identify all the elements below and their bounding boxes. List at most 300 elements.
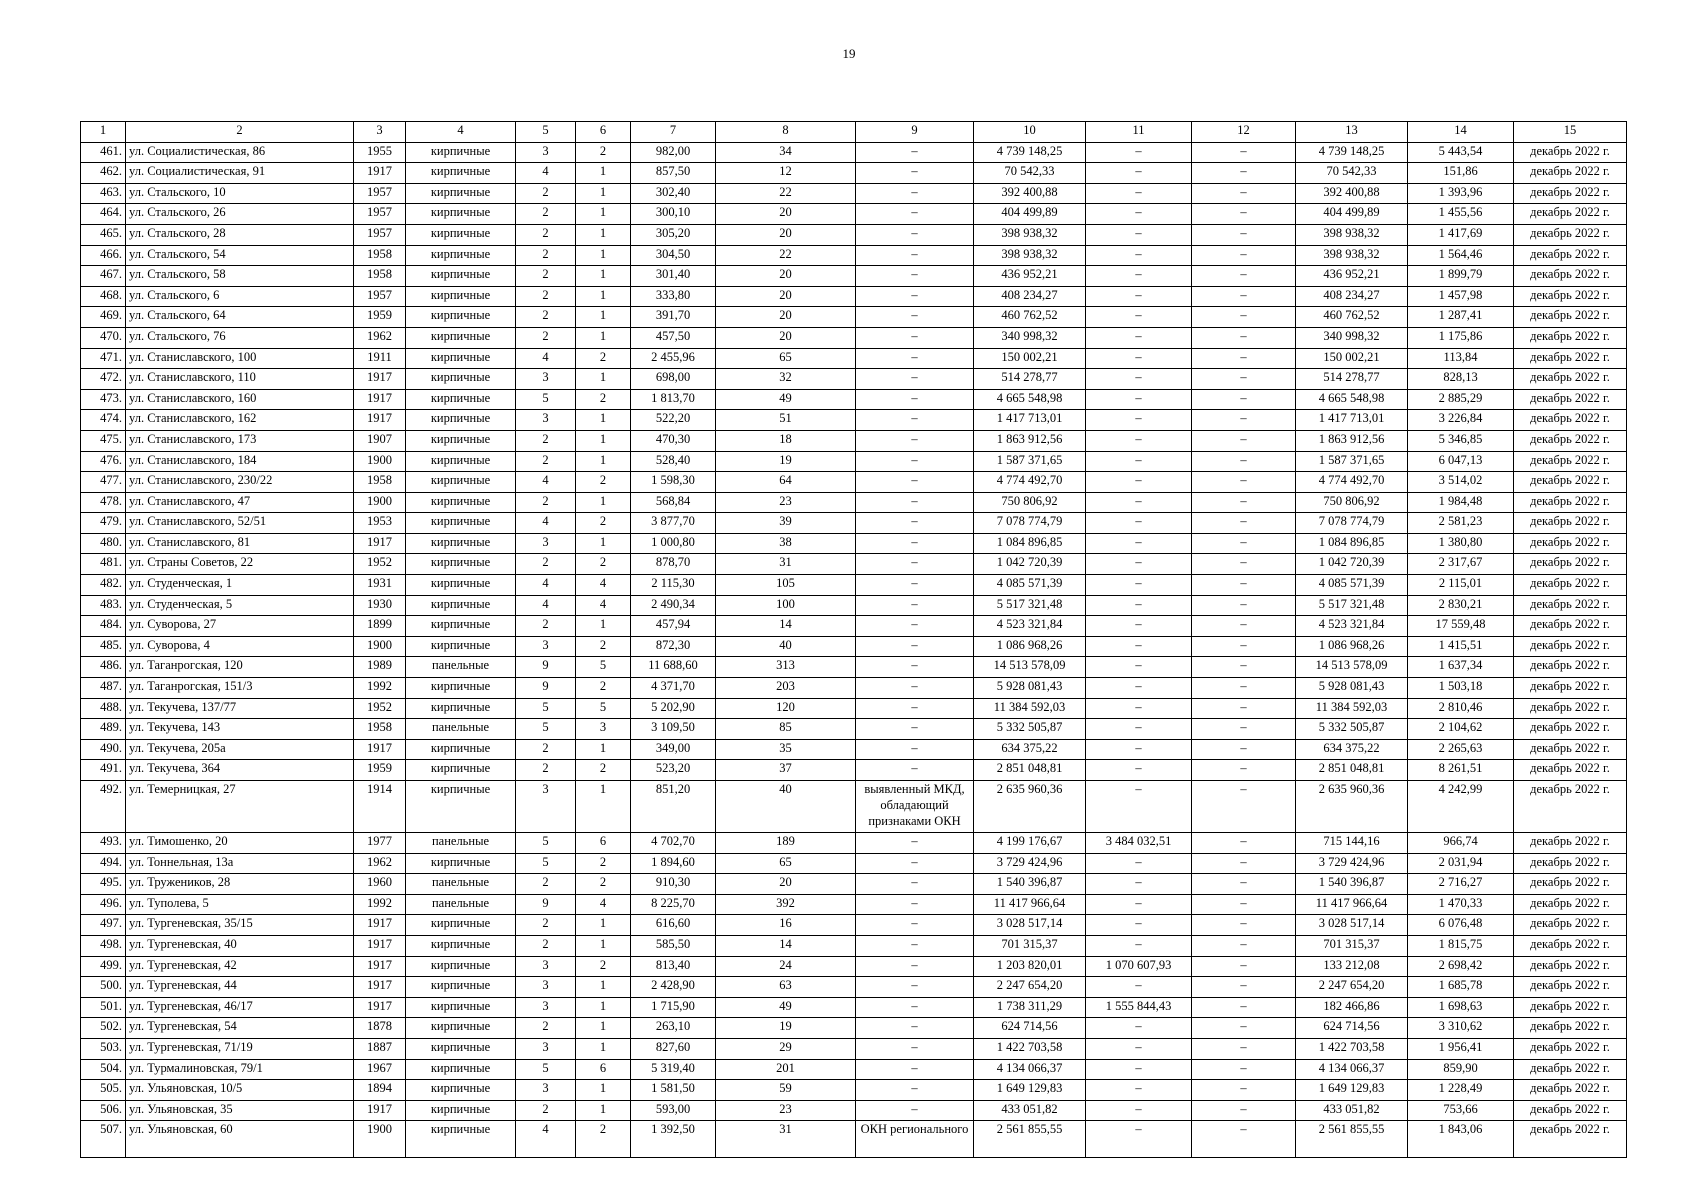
cell-col-5: 2 (516, 224, 576, 245)
cell-col-4: кирпичные (406, 369, 516, 390)
cell-col-3: 1989 (354, 657, 406, 678)
cell-col-13: 750 806,92 (1296, 492, 1408, 513)
cell-col-11: – (1086, 224, 1192, 245)
table-row (81, 1038, 1627, 1059)
cell-col-1: 505. (81, 1080, 126, 1101)
cell-col-2: ул. Стальского, 28 (126, 224, 354, 245)
cell-col-3: 1911 (354, 348, 406, 369)
cell-col-10: 4 774 492,70 (974, 472, 1086, 493)
cell-col-3: 1959 (354, 307, 406, 328)
cell-col-8: 12 (716, 163, 856, 184)
table-row (81, 286, 1627, 307)
cell-col-6: 2 (576, 389, 631, 410)
cell-col-15: декабрь 2022 г. (1514, 348, 1627, 369)
cell-col-10: 398 938,32 (974, 245, 1086, 266)
cell-col-3: 1907 (354, 430, 406, 451)
table-row (81, 977, 1627, 998)
cell-col-4: кирпичные (406, 327, 516, 348)
cell-col-11: – (1086, 348, 1192, 369)
cell-col-8: 19 (716, 451, 856, 472)
cell-col-10: 1 587 371,65 (974, 451, 1086, 472)
cell-col-14: 2 031,94 (1408, 853, 1514, 874)
cell-col-3: 1952 (354, 554, 406, 575)
cell-col-6: 1 (576, 410, 631, 431)
cell-col-10: 1 863 912,56 (974, 430, 1086, 451)
cell-col-13: 1 084 896,85 (1296, 533, 1408, 554)
cell-col-15: декабрь 2022 г. (1514, 472, 1627, 493)
cell-col-2: ул. Социалистическая, 91 (126, 163, 354, 184)
cell-col-11: – (1086, 719, 1192, 740)
cell-col-15: декабрь 2022 г. (1514, 1018, 1627, 1039)
table-row (81, 760, 1627, 781)
cell-col-3: 1878 (354, 1018, 406, 1039)
cell-col-5: 2 (516, 874, 576, 895)
cell-col-15: декабрь 2022 г. (1514, 451, 1627, 472)
cell-col-3: 1959 (354, 760, 406, 781)
column-header-4: 4 (406, 122, 516, 143)
cell-col-8: 20 (716, 327, 856, 348)
cell-col-10: 408 234,27 (974, 286, 1086, 307)
cell-col-6: 1 (576, 224, 631, 245)
cell-col-4: кирпичные (406, 472, 516, 493)
cell-col-1: 483. (81, 595, 126, 616)
table-row (81, 1100, 1627, 1121)
cell-col-1: 480. (81, 533, 126, 554)
cell-col-12: – (1192, 389, 1296, 410)
cell-col-2: ул. Текучева, 364 (126, 760, 354, 781)
cell-col-14: 2 265,63 (1408, 739, 1514, 760)
cell-col-13: 3 028 517,14 (1296, 915, 1408, 936)
cell-col-7: 263,10 (631, 1018, 716, 1039)
cell-col-13: 398 938,32 (1296, 224, 1408, 245)
cell-col-7: 1 715,90 (631, 997, 716, 1018)
cell-col-13: 1 649 129,83 (1296, 1080, 1408, 1101)
cell-col-2: ул. Стальского, 58 (126, 266, 354, 287)
cell-col-7: 616,60 (631, 915, 716, 936)
page-number: 19 (842, 46, 856, 61)
column-header-11: 11 (1086, 122, 1192, 143)
cell-col-8: 39 (716, 513, 856, 534)
housing-register-table (80, 121, 1627, 1158)
cell-col-14: 4 242,99 (1408, 781, 1514, 833)
cell-col-8: 29 (716, 1038, 856, 1059)
cell-col-1: 465. (81, 224, 126, 245)
cell-col-15: декабрь 2022 г. (1514, 616, 1627, 637)
cell-col-14: 1 815,75 (1408, 935, 1514, 956)
cell-col-11: – (1086, 307, 1192, 328)
cell-col-7: 523,20 (631, 760, 716, 781)
cell-col-13: 1 863 912,56 (1296, 430, 1408, 451)
cell-col-1: 504. (81, 1059, 126, 1080)
cell-col-11: – (1086, 204, 1192, 225)
cell-col-7: 1 894,60 (631, 853, 716, 874)
cell-col-8: 120 (716, 698, 856, 719)
cell-col-9: – (856, 739, 974, 760)
table-row (81, 935, 1627, 956)
cell-col-8: 19 (716, 1018, 856, 1039)
cell-col-8: 20 (716, 204, 856, 225)
cell-col-12: – (1192, 369, 1296, 390)
table-row (81, 678, 1627, 699)
cell-col-7: 528,40 (631, 451, 716, 472)
cell-col-10: 1 649 129,83 (974, 1080, 1086, 1101)
cell-col-3: 1957 (354, 224, 406, 245)
cell-col-2: ул. Станиславского, 173 (126, 430, 354, 451)
cell-col-3: 1930 (354, 595, 406, 616)
cell-col-6: 2 (576, 348, 631, 369)
cell-col-5: 2 (516, 327, 576, 348)
cell-col-15: декабрь 2022 г. (1514, 245, 1627, 266)
cell-col-2: ул. Ульяновская, 10/5 (126, 1080, 354, 1101)
cell-col-3: 1917 (354, 1100, 406, 1121)
cell-col-2: ул. Стальского, 26 (126, 204, 354, 225)
cell-col-4: кирпичные (406, 595, 516, 616)
cell-col-9: – (856, 935, 974, 956)
cell-col-2: ул. Стальского, 10 (126, 183, 354, 204)
cell-col-6: 1 (576, 307, 631, 328)
cell-col-9: – (856, 245, 974, 266)
cell-col-13: 433 051,82 (1296, 1100, 1408, 1121)
cell-col-8: 23 (716, 1100, 856, 1121)
cell-col-1: 501. (81, 997, 126, 1018)
table-row (81, 636, 1627, 657)
cell-col-5: 2 (516, 739, 576, 760)
cell-col-6: 2 (576, 554, 631, 575)
cell-col-11: – (1086, 142, 1192, 163)
cell-col-1: 468. (81, 286, 126, 307)
cell-col-3: 1960 (354, 874, 406, 895)
cell-col-8: 313 (716, 657, 856, 678)
cell-col-14: 2 104,62 (1408, 719, 1514, 740)
cell-col-11: – (1086, 698, 1192, 719)
cell-col-12: – (1192, 513, 1296, 534)
cell-col-8: 59 (716, 1080, 856, 1101)
table-row (81, 513, 1627, 534)
cell-col-12: – (1192, 595, 1296, 616)
cell-col-11: – (1086, 430, 1192, 451)
cell-col-10: 433 051,82 (974, 1100, 1086, 1121)
cell-col-15: декабрь 2022 г. (1514, 1059, 1627, 1080)
cell-col-14: 1 228,49 (1408, 1080, 1514, 1101)
cell-col-5: 2 (516, 915, 576, 936)
cell-col-6: 1 (576, 327, 631, 348)
cell-col-15: декабрь 2022 г. (1514, 389, 1627, 410)
cell-col-1: 477. (81, 472, 126, 493)
cell-col-8: 65 (716, 348, 856, 369)
cell-col-14: 6 076,48 (1408, 915, 1514, 936)
cell-col-13: 3 729 424,96 (1296, 853, 1408, 874)
cell-col-15: декабрь 2022 г. (1514, 698, 1627, 719)
cell-col-5: 3 (516, 977, 576, 998)
cell-col-11: – (1086, 915, 1192, 936)
cell-col-1: 507. (81, 1121, 126, 1158)
cell-col-5: 5 (516, 833, 576, 854)
cell-col-10: 624 714,56 (974, 1018, 1086, 1039)
cell-col-15: декабрь 2022 г. (1514, 977, 1627, 998)
cell-col-9: – (856, 204, 974, 225)
cell-col-2: ул. Станиславского, 100 (126, 348, 354, 369)
table-body (81, 142, 1627, 1158)
cell-col-6: 4 (576, 575, 631, 596)
cell-col-9: – (856, 1038, 974, 1059)
cell-col-8: 51 (716, 410, 856, 431)
cell-col-14: 1 637,34 (1408, 657, 1514, 678)
cell-col-6: 2 (576, 142, 631, 163)
cell-col-14: 1 380,80 (1408, 533, 1514, 554)
cell-col-12: – (1192, 977, 1296, 998)
cell-col-5: 4 (516, 513, 576, 534)
cell-col-12: – (1192, 997, 1296, 1018)
cell-col-3: 1957 (354, 286, 406, 307)
cell-col-14: 2 885,29 (1408, 389, 1514, 410)
cell-col-8: 64 (716, 472, 856, 493)
cell-col-12: – (1192, 266, 1296, 287)
cell-col-10: 392 400,88 (974, 183, 1086, 204)
cell-col-15: декабрь 2022 г. (1514, 853, 1627, 874)
cell-col-15: декабрь 2022 г. (1514, 956, 1627, 977)
column-header-15: 15 (1514, 122, 1627, 143)
cell-col-1: 498. (81, 935, 126, 956)
cell-col-3: 1958 (354, 472, 406, 493)
cell-col-4: кирпичные (406, 1100, 516, 1121)
cell-col-2: ул. Таганрогская, 120 (126, 657, 354, 678)
cell-col-2: ул. Станиславского, 230/22 (126, 472, 354, 493)
cell-col-15: декабрь 2022 г. (1514, 935, 1627, 956)
cell-col-4: кирпичные (406, 348, 516, 369)
cell-col-2: ул. Тургеневская, 42 (126, 956, 354, 977)
column-header-1: 1 (81, 122, 126, 143)
cell-col-2: ул. Станиславского, 110 (126, 369, 354, 390)
cell-col-4: кирпичные (406, 183, 516, 204)
cell-col-4: кирпичные (406, 142, 516, 163)
cell-col-13: 392 400,88 (1296, 183, 1408, 204)
cell-col-5: 2 (516, 616, 576, 637)
cell-col-4: кирпичные (406, 266, 516, 287)
cell-col-8: 20 (716, 224, 856, 245)
cell-col-12: – (1192, 1018, 1296, 1039)
cell-col-12: – (1192, 224, 1296, 245)
cell-col-8: 14 (716, 616, 856, 637)
cell-col-15: декабрь 2022 г. (1514, 410, 1627, 431)
cell-col-7: 872,30 (631, 636, 716, 657)
cell-col-2: ул. Текучева, 143 (126, 719, 354, 740)
cell-col-15: декабрь 2022 г. (1514, 1100, 1627, 1121)
cell-col-7: 1 000,80 (631, 533, 716, 554)
cell-col-5: 5 (516, 389, 576, 410)
cell-col-7: 813,40 (631, 956, 716, 977)
cell-col-1: 461. (81, 142, 126, 163)
cell-col-8: 38 (716, 533, 856, 554)
cell-col-12: – (1192, 698, 1296, 719)
cell-col-15: декабрь 2022 г. (1514, 430, 1627, 451)
cell-col-7: 5 319,40 (631, 1059, 716, 1080)
cell-col-12: – (1192, 554, 1296, 575)
cell-col-8: 22 (716, 183, 856, 204)
cell-col-4: кирпичные (406, 430, 516, 451)
cell-col-7: 1 813,70 (631, 389, 716, 410)
cell-col-6: 2 (576, 472, 631, 493)
cell-col-4: кирпичные (406, 389, 516, 410)
cell-col-1: 484. (81, 616, 126, 637)
cell-col-2: ул. Стальского, 64 (126, 307, 354, 328)
cell-col-10: 1 084 896,85 (974, 533, 1086, 554)
cell-col-9: – (856, 286, 974, 307)
cell-col-15: декабрь 2022 г. (1514, 327, 1627, 348)
cell-col-6: 1 (576, 1100, 631, 1121)
cell-col-10: 1 042 720,39 (974, 554, 1086, 575)
cell-col-14: 6 047,13 (1408, 451, 1514, 472)
cell-col-5: 2 (516, 1018, 576, 1039)
cell-col-7: 302,40 (631, 183, 716, 204)
cell-col-6: 1 (576, 997, 631, 1018)
cell-col-2: ул. Тургеневская, 35/15 (126, 915, 354, 936)
table-row (81, 163, 1627, 184)
cell-col-6: 6 (576, 1059, 631, 1080)
cell-col-13: 2 561 855,55 (1296, 1121, 1408, 1158)
cell-col-9: – (856, 575, 974, 596)
column-header-9: 9 (856, 122, 974, 143)
cell-col-15: декабрь 2022 г. (1514, 266, 1627, 287)
cell-col-11: – (1086, 472, 1192, 493)
cell-col-2: ул. Станиславского, 81 (126, 533, 354, 554)
table-row (81, 575, 1627, 596)
cell-col-14: 1 503,18 (1408, 678, 1514, 699)
cell-col-7: 457,50 (631, 327, 716, 348)
cell-col-14: 1 175,86 (1408, 327, 1514, 348)
cell-col-8: 22 (716, 245, 856, 266)
cell-col-3: 1887 (354, 1038, 406, 1059)
cell-col-7: 827,60 (631, 1038, 716, 1059)
cell-col-9: – (856, 1018, 974, 1039)
cell-col-1: 488. (81, 698, 126, 719)
cell-col-7: 11 688,60 (631, 657, 716, 678)
cell-col-13: 1 540 396,87 (1296, 874, 1408, 895)
cell-col-12: – (1192, 833, 1296, 854)
table-row (81, 739, 1627, 760)
cell-col-15: декабрь 2022 г. (1514, 183, 1627, 204)
cell-col-11: – (1086, 245, 1192, 266)
column-number-row (81, 122, 1627, 143)
cell-col-14: 1 457,98 (1408, 286, 1514, 307)
cell-col-3: 1900 (354, 1121, 406, 1158)
table-row (81, 698, 1627, 719)
table-row (81, 410, 1627, 431)
cell-col-14: 8 261,51 (1408, 760, 1514, 781)
cell-col-11: – (1086, 636, 1192, 657)
table-row (81, 657, 1627, 678)
cell-col-15: декабрь 2022 г. (1514, 1038, 1627, 1059)
cell-col-13: 1 042 720,39 (1296, 554, 1408, 575)
cell-col-4: кирпичные (406, 204, 516, 225)
cell-col-1: 493. (81, 833, 126, 854)
cell-col-13: 460 762,52 (1296, 307, 1408, 328)
cell-col-3: 1917 (354, 739, 406, 760)
cell-col-15: декабрь 2022 г. (1514, 874, 1627, 895)
cell-col-14: 1 899,79 (1408, 266, 1514, 287)
cell-col-1: 497. (81, 915, 126, 936)
cell-col-2: ул. Ульяновская, 35 (126, 1100, 354, 1121)
cell-col-11: – (1086, 678, 1192, 699)
cell-col-6: 1 (576, 1018, 631, 1039)
cell-col-10: 2 561 855,55 (974, 1121, 1086, 1158)
cell-col-3: 1953 (354, 513, 406, 534)
cell-col-7: 982,00 (631, 142, 716, 163)
cell-col-13: 624 714,56 (1296, 1018, 1408, 1039)
cell-col-15: декабрь 2022 г. (1514, 657, 1627, 678)
cell-col-9: – (856, 874, 974, 895)
cell-col-13: 634 375,22 (1296, 739, 1408, 760)
cell-col-13: 436 952,21 (1296, 266, 1408, 287)
table-row (81, 833, 1627, 854)
cell-col-1: 472. (81, 369, 126, 390)
cell-col-5: 2 (516, 307, 576, 328)
cell-col-1: 473. (81, 389, 126, 410)
cell-col-7: 457,94 (631, 616, 716, 637)
cell-col-15: декабрь 2022 г. (1514, 894, 1627, 915)
cell-col-3: 1917 (354, 977, 406, 998)
cell-col-12: – (1192, 935, 1296, 956)
cell-col-2: ул. Тургеневская, 44 (126, 977, 354, 998)
table-row (81, 266, 1627, 287)
cell-col-6: 1 (576, 266, 631, 287)
cell-col-15: декабрь 2022 г. (1514, 1121, 1627, 1158)
cell-col-5: 2 (516, 183, 576, 204)
cell-col-14: 113,84 (1408, 348, 1514, 369)
cell-col-11: 1 070 607,93 (1086, 956, 1192, 977)
cell-col-8: 49 (716, 389, 856, 410)
cell-col-6: 1 (576, 204, 631, 225)
cell-col-11: – (1086, 369, 1192, 390)
cell-col-8: 105 (716, 575, 856, 596)
cell-col-13: 2 635 960,36 (1296, 781, 1408, 833)
cell-col-15: декабрь 2022 г. (1514, 224, 1627, 245)
cell-col-5: 3 (516, 1080, 576, 1101)
cell-col-8: 31 (716, 554, 856, 575)
cell-col-10: 2 851 048,81 (974, 760, 1086, 781)
cell-col-4: кирпичные (406, 739, 516, 760)
table-row (81, 472, 1627, 493)
cell-col-10: 436 952,21 (974, 266, 1086, 287)
cell-col-1: 478. (81, 492, 126, 513)
cell-col-13: 514 278,77 (1296, 369, 1408, 390)
cell-col-5: 3 (516, 636, 576, 657)
cell-col-10: 4 739 148,25 (974, 142, 1086, 163)
cell-col-11: – (1086, 657, 1192, 678)
cell-col-15: декабрь 2022 г. (1514, 678, 1627, 699)
cell-col-2: ул. Суворова, 27 (126, 616, 354, 637)
cell-col-8: 14 (716, 935, 856, 956)
cell-col-10: 2 247 654,20 (974, 977, 1086, 998)
cell-col-3: 1900 (354, 451, 406, 472)
cell-col-12: – (1192, 204, 1296, 225)
cell-col-14: 1 685,78 (1408, 977, 1514, 998)
cell-col-9: выявленный МКД, обладающий признаками ОКН (856, 781, 974, 833)
cell-col-13: 70 542,33 (1296, 163, 1408, 184)
cell-col-3: 1977 (354, 833, 406, 854)
cell-col-11: – (1086, 874, 1192, 895)
cell-col-3: 1917 (354, 935, 406, 956)
cell-col-5: 9 (516, 657, 576, 678)
cell-col-5: 5 (516, 698, 576, 719)
cell-col-9: – (856, 997, 974, 1018)
cell-col-6: 2 (576, 1121, 631, 1158)
cell-col-7: 910,30 (631, 874, 716, 895)
table-row (81, 997, 1627, 1018)
cell-col-14: 2 115,01 (1408, 575, 1514, 596)
cell-col-15: декабрь 2022 г. (1514, 719, 1627, 740)
cell-col-11: – (1086, 977, 1192, 998)
cell-col-3: 1917 (354, 997, 406, 1018)
